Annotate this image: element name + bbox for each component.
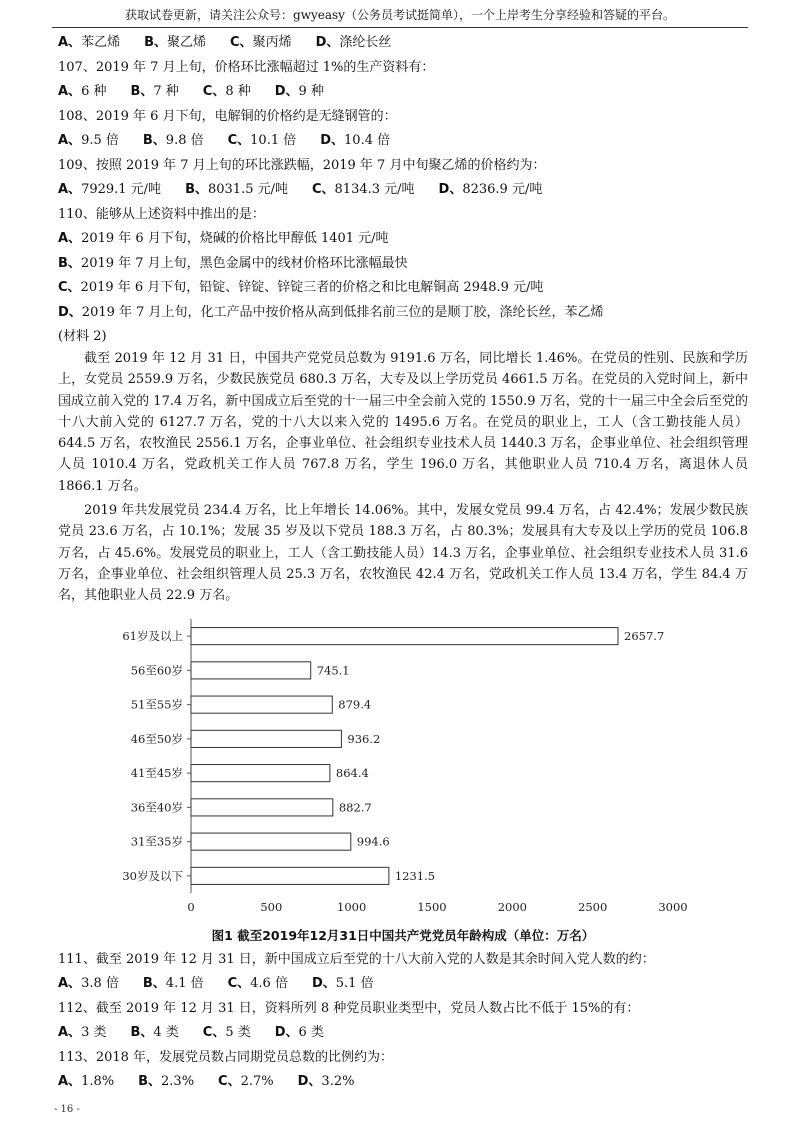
page-content xyxy=(58,34,748,1098)
chart-data-label: 994.6 xyxy=(356,834,390,849)
age-bar-chart-svg xyxy=(58,613,748,925)
page-number: - 16 - xyxy=(54,1104,80,1115)
chart-category-label: 51至55岁 xyxy=(130,697,183,712)
chart-category-label: 46至50岁 xyxy=(130,731,183,746)
q109-option-d[interactable]: D、8236.9 元/吨 xyxy=(438,182,543,197)
material-label: (材料 2) xyxy=(58,329,107,344)
q112-option-b[interactable]: B、4 类 xyxy=(130,1025,179,1041)
chart-data-label: 745.1 xyxy=(316,662,350,677)
q110-option-c[interactable]: C、2019 年 6 月下旬，铅锭、锌锭、锌锭三者的价格之和比电解铜高 2948.9 元/吨 xyxy=(58,280,544,295)
q107-option-b[interactable]: B、7 种 xyxy=(130,84,179,99)
q107-option-a[interactable]: A、6 种 xyxy=(58,84,107,99)
chart-bar xyxy=(191,696,332,713)
q109-option-b[interactable]: B、8031.5 元/吨 xyxy=(185,182,288,197)
chart-data-label: 864.4 xyxy=(335,765,369,780)
chart-x-tick-label: 3000 xyxy=(658,899,688,914)
chart-data-label: 936.2 xyxy=(347,731,381,746)
material-paragraph-2: 2019 年共发展党员 234.4 万名，比上年增长 14.06%。其中，发展女党员 99.4 万名，占 42.4%；发展少数民族党员 23.6 万名，占 10.1%；发展 35 岁及以下党员 188.3 万名，占 80.3%；发展具有大专及以上学历的党员 106.8 万名，占 45.6%。发展党员的职业上，工人（含工勤技能人员）14.3 万名，企事业单位、社会组织专业技术人员 31.6 万名，企事业单位、社会组织管理人员 25.3 万名，农牧渔民 42.4 万名，党政机关工作人员 13.4 万名，学生 84.4 万名，其他职业人员 22.9 万名。 xyxy=(58,503,748,604)
chart-bar xyxy=(191,764,330,781)
q111-options xyxy=(58,975,748,993)
q108-option-c[interactable]: C、10.1 倍 xyxy=(227,133,297,148)
q109-stem: 109、按照 2019 年 7 月上旬的环比涨跌幅，2019 年 7 月中旬聚乙烯的价格约为： xyxy=(58,157,546,173)
chart-x-tick-label: 2500 xyxy=(578,899,608,914)
q111-option-d[interactable]: D、5.1 倍 xyxy=(311,976,374,992)
q110-option-b[interactable]: B、2019 年 7 月上旬，黑色金属中的线材价格环比涨幅最快 xyxy=(58,255,408,271)
q112-option-a[interactable]: A、3 类 xyxy=(58,1025,107,1041)
chart-category-label: 30岁及以下 xyxy=(122,868,183,883)
q111-option-c[interactable]: C、4.6 倍 xyxy=(227,976,288,992)
q112-options xyxy=(58,1024,748,1042)
q112-option-c[interactable]: C、5 类 xyxy=(202,1025,251,1041)
q110-stem: 110、能够从上述资料中推出的是： xyxy=(58,206,265,222)
q106-option-a[interactable]: A、苯乙烯 xyxy=(58,35,121,50)
q113-option-c[interactable]: C、2.7% xyxy=(218,1074,274,1090)
q113-option-b[interactable]: B、2.3% xyxy=(138,1074,195,1090)
q113-option-a[interactable]: A、1.8% xyxy=(58,1074,115,1090)
chart-category-label: 31至35岁 xyxy=(130,834,183,849)
q107-options xyxy=(58,83,748,101)
chart-data-label: 2657.7 xyxy=(624,628,665,643)
chart-x-tick-label: 500 xyxy=(260,899,283,914)
q108-options xyxy=(58,132,748,150)
chart-caption: 图1 截至2019年12月31日中国共产党党员年龄构成（单位：万名） xyxy=(211,927,595,943)
q106-options xyxy=(58,34,748,52)
q106-option-b[interactable]: B、聚乙烯 xyxy=(144,35,207,50)
q112-option-d[interactable]: D、6 类 xyxy=(274,1025,324,1041)
q112-stem: 112、截至 2019 年 12 月 31 日，资料所列 8 种党员职业类型中，党员人数占比不低于 15%的有： xyxy=(58,1000,640,1016)
chart-bar xyxy=(191,833,351,850)
chart-category-label: 36至40岁 xyxy=(130,799,183,814)
header-rule xyxy=(52,27,748,28)
q109-option-c[interactable]: C、8134.3 元/吨 xyxy=(311,182,415,197)
chart-data-label: 879.4 xyxy=(338,697,372,712)
age-chart xyxy=(58,613,748,925)
chart-category-label: 56至60岁 xyxy=(130,662,183,677)
q106-option-c[interactable]: C、聚丙烯 xyxy=(230,35,292,50)
material-paragraph-1: 截至 2019 年 12 月 31 日，中国共产党党员总数为 9191.6 万名，同比增长 1.46%。在党员的性别、民族和学历上，女党员 2559.9 万名，少数民族党员 680.3 万名，大专及以上学历党员 4661.5 万名。在党员的入党时间上，新中国成立前入党的 17.4 万名，新中国成立后至党的十一届三中全会前入党的 1550.9 万名，党的十一届三中全会后至党的十八大前入党的 6127.7 万名，党的十八大以来入党的 1495.6 万名。在党员的职业上，工人（含工勤技能人员）644.5 万名，农牧渔民 2556.1 万名，企事业单位、社会组织专业技术人员 1440.3 万名，企事业单位、社会组织管理人员 1010.4 万名，党政机关工作人员 767.8 万名，学生 196.0 万名，其他职业人员 710.4 万名，离退休人员 1866.1 万名。 xyxy=(58,351,748,494)
chart-category-label: 61岁及以上 xyxy=(122,628,183,643)
chart-category-label: 41至45岁 xyxy=(130,765,183,780)
q108-option-d[interactable]: D、10.4 倍 xyxy=(320,133,391,148)
chart-bar xyxy=(191,730,341,747)
chart-bar xyxy=(191,661,311,678)
q111-option-a[interactable]: A、3.8 倍 xyxy=(58,976,119,992)
chart-data-label: 882.7 xyxy=(338,799,372,814)
q110-option-a[interactable]: A、2019 年 6 月下旬，烧碱的价格比甲醇低 1401 元/吨 xyxy=(58,231,389,246)
q109-option-a[interactable]: A、7929.1 元/吨 xyxy=(58,182,162,197)
q106-option-d[interactable]: D、涤纶长丝 xyxy=(315,35,392,50)
q110-option-d[interactable]: D、2019 年 7 月上旬，化工产品中按价格从高到低排名前三位的是顺丁胶，涤纶长丝，苯乙烯 xyxy=(58,304,604,320)
page-header: 获取试卷更新，请关注公众号：gwyeasy（公务员考试挺简单），一个上岸考生分享经验和答疑的平台。 xyxy=(125,8,675,22)
q113-option-d[interactable]: D、3.2% xyxy=(297,1074,355,1090)
q109-options xyxy=(58,181,748,199)
chart-data-label: 1231.5 xyxy=(394,868,436,883)
q111-option-b[interactable]: B、4.1 倍 xyxy=(142,976,204,992)
chart-bar xyxy=(191,627,618,644)
chart-x-tick-label: 1000 xyxy=(337,899,367,914)
chart-x-tick-label: 1500 xyxy=(417,899,447,914)
q108-option-b[interactable]: B、9.8 倍 xyxy=(142,133,204,148)
q108-option-a[interactable]: A、9.5 倍 xyxy=(58,133,119,148)
q113-options xyxy=(58,1073,748,1091)
q107-option-c[interactable]: C、8 种 xyxy=(202,84,251,99)
chart-bar xyxy=(191,867,389,884)
q113-stem: 113、2018 年，发展党员数占同期党员总数的比例约为： xyxy=(58,1049,394,1065)
q108-stem: 108、2019 年 6 月下旬，电解铜的价格约是无缝钢管的： xyxy=(58,108,397,124)
q107-option-d[interactable]: D、9 种 xyxy=(274,84,324,99)
q107-stem: 107、2019 年 7 月上旬，价格环比涨幅超过 1%的生产资料有： xyxy=(58,59,435,75)
q111-stem: 111、截至 2019 年 12 月 31 日，新中国成立后至党的十八大前入党的人数是其余时间入党人数的约： xyxy=(58,951,655,967)
chart-x-tick-label: 0 xyxy=(187,899,195,914)
chart-x-tick-label: 2000 xyxy=(497,899,527,914)
chart-bar xyxy=(191,798,333,815)
